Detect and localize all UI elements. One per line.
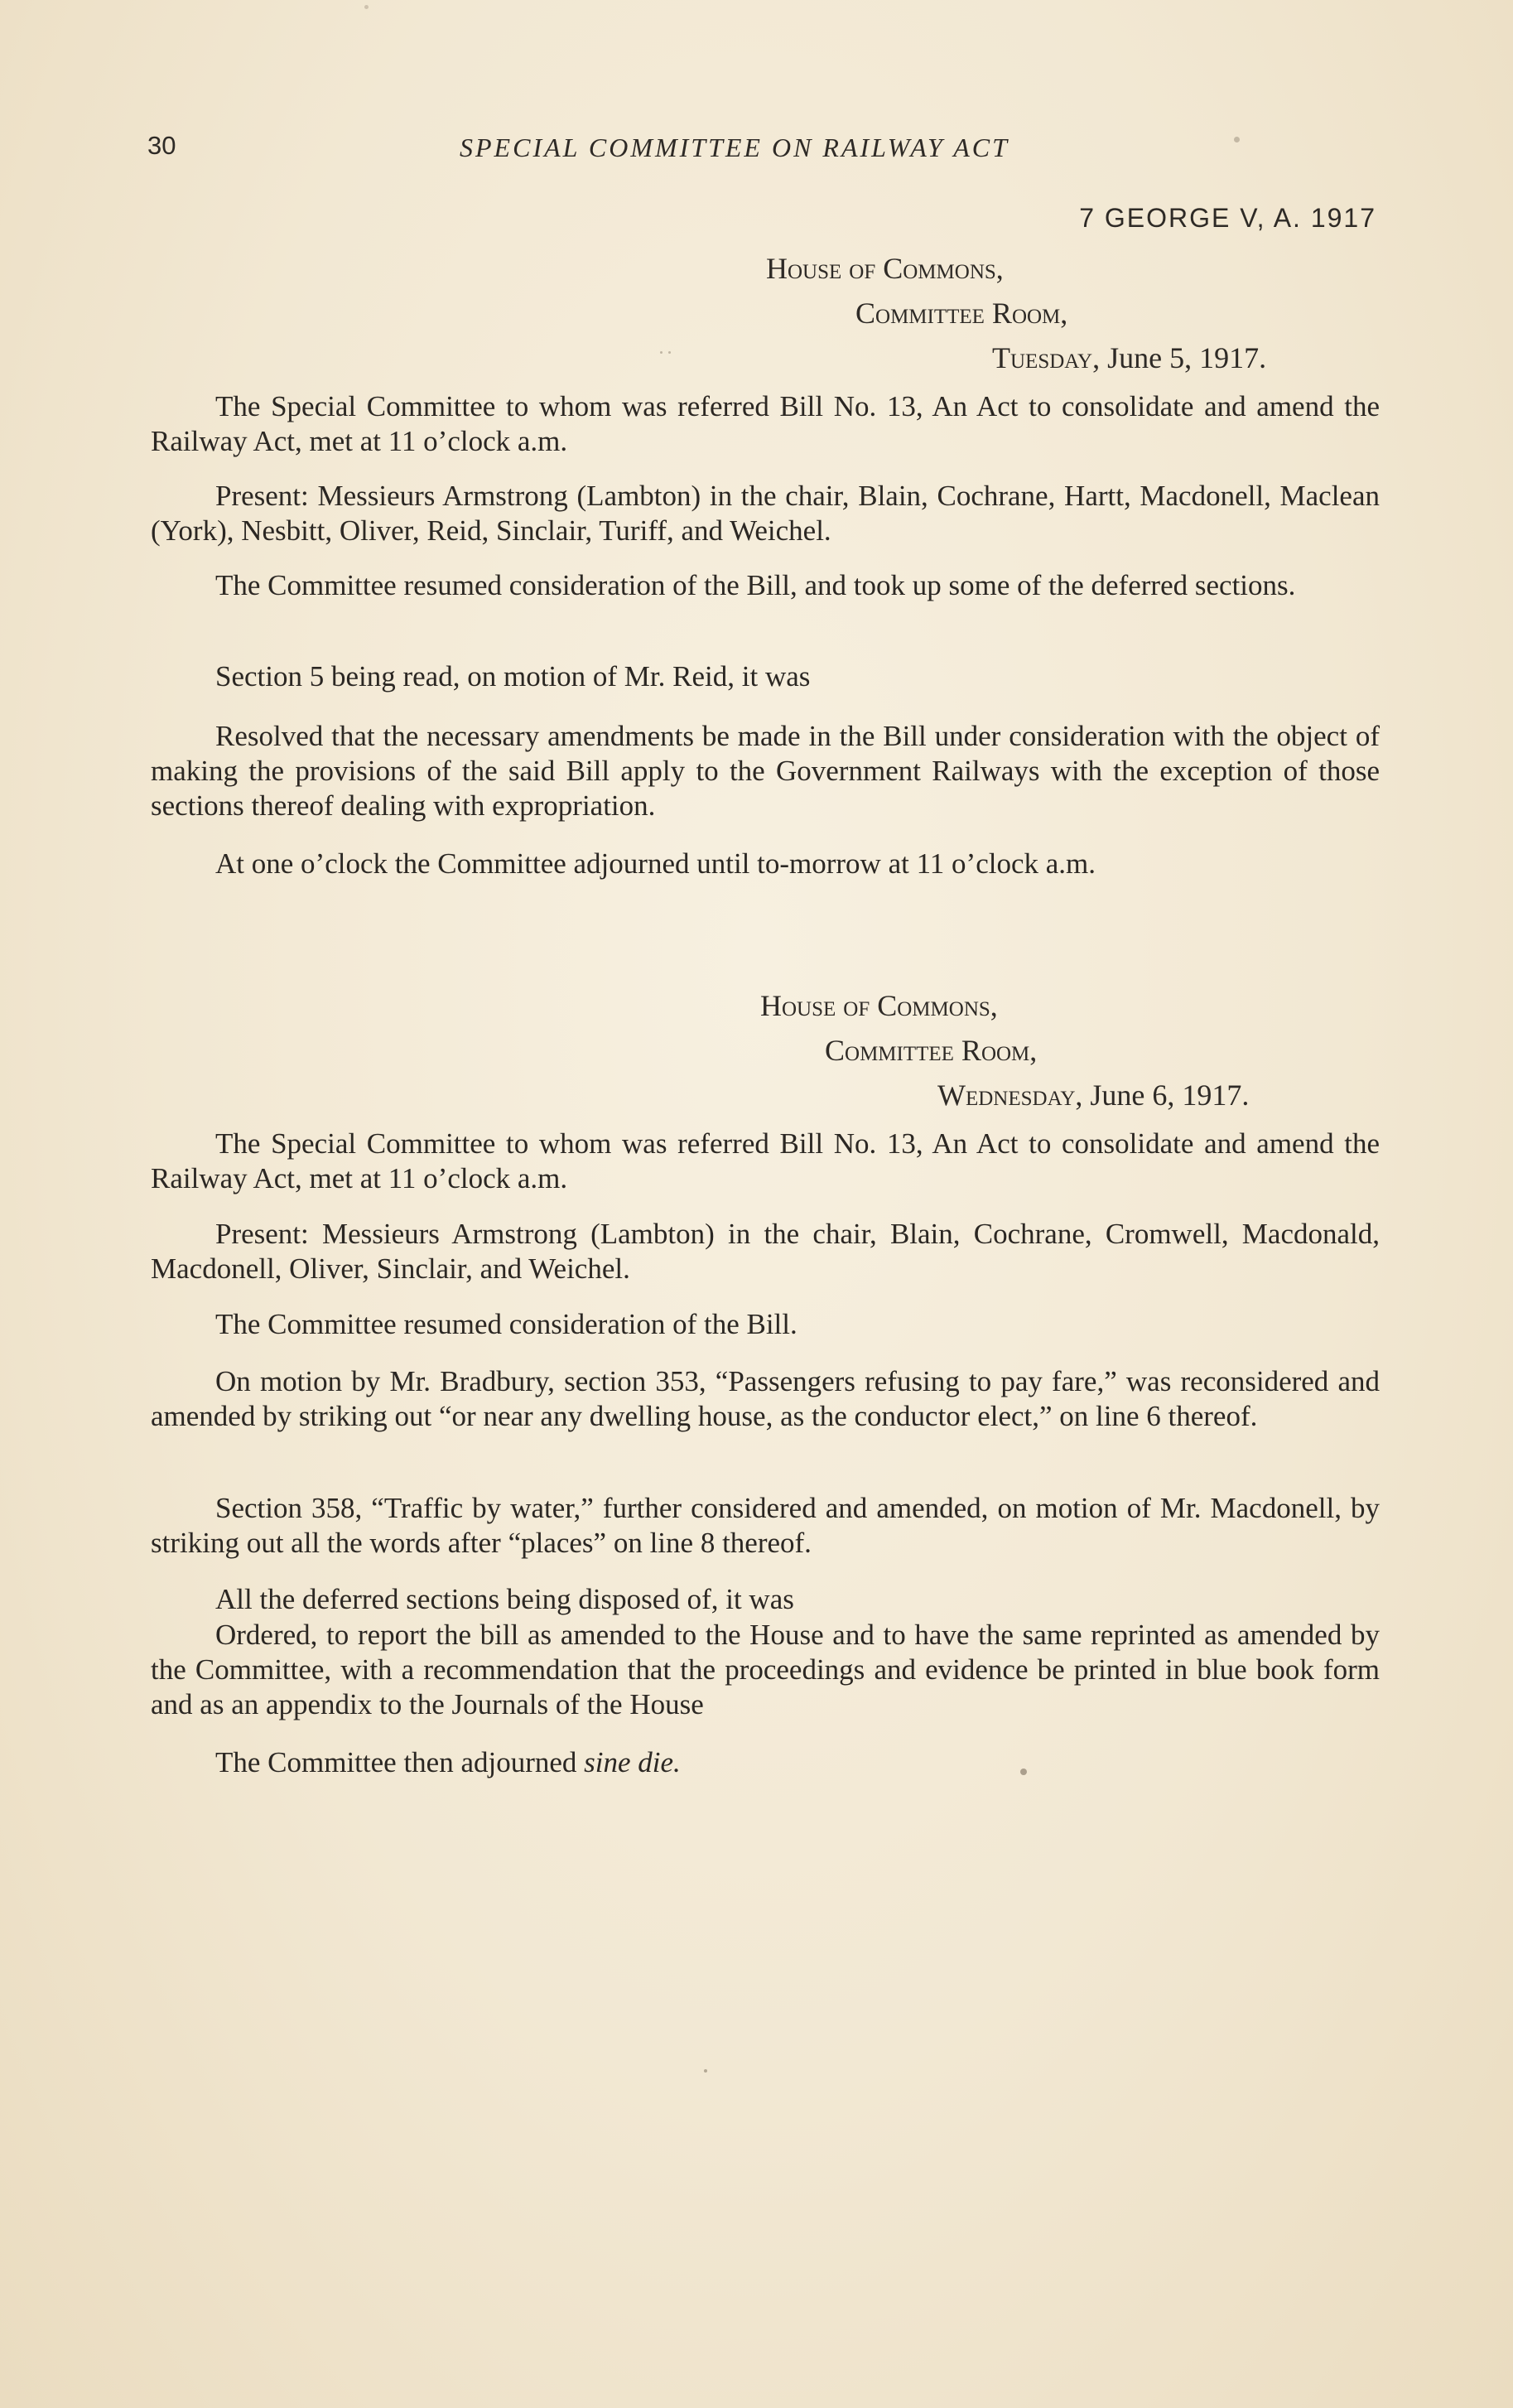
paper-speck xyxy=(1020,1769,1027,1775)
meeting1-house: House of Commons, xyxy=(766,252,1004,285)
meeting2-paragraph: All the deferred sections being disposed of, it was xyxy=(215,1583,794,1615)
meeting2-day: Wednesday, xyxy=(937,1079,1083,1112)
meeting2-paragraph: The Committee resumed consideration of the Bill. xyxy=(215,1308,797,1340)
page-number: 30 xyxy=(147,131,176,160)
paper-speck xyxy=(1234,137,1240,142)
meeting1-paragraph: The Committee resumed consideration of the Bill, and took up some of the deferred sections. xyxy=(215,569,1296,601)
closing-text: The Committee then adjourned xyxy=(215,1746,577,1778)
meeting2-room: Committee Room, xyxy=(825,1034,1038,1067)
meeting2-date: June 6, 1917. xyxy=(1090,1079,1250,1112)
meeting1-room: Committee Room, xyxy=(855,297,1068,330)
running-head: SPECIAL COMMITTEE ON RAILWAY ACT xyxy=(460,133,1009,162)
meeting1-paragraph: Resolved that the necessary amendments be made in the Bill under consideration with the object of making the provisions of the said Bill apply to the Government Railways with the exception of those sections thereof dealing with expropriation. xyxy=(151,720,1380,822)
meeting2-date-line xyxy=(937,1078,1249,1112)
meeting1-date-line xyxy=(992,340,1266,375)
meeting2-house: House of Commons, xyxy=(760,989,998,1022)
closing-italic: sine die. xyxy=(584,1746,681,1778)
meeting2-paragraph: The Special Committee to whom was referred Bill No. 13, An Act to consolidate and amend the Railway Act, met at 11 o’clock a.m. xyxy=(151,1127,1380,1194)
meeting2-paragraph: On motion by Mr. Bradbury, section 353, “Passengers refusing to pay fare,” was reconsidered and amended by striking out “or near any dwelling house, as the conductor elect,” on line 6 thereof. xyxy=(151,1365,1380,1432)
meeting1-paragraph: At one o’clock the Committee adjourned until to-morrow at 11 o’clock a.m. xyxy=(215,847,1096,880)
meeting2-paragraph: Present: Messieurs Armstrong (Lambton) in the chair, Blain, Cochrane, Cromwell, Macdonald, Macdonell, Oliver, Sinclair, and Weichel. xyxy=(151,1218,1380,1285)
closing-line xyxy=(215,1746,681,1779)
meeting1-paragraph: Present: Messieurs Armstrong (Lambton) in the chair, Blain, Cochrane, Hartt, Macdonell, Maclean (York), Nesbitt, Oliver, Reid, Sinclair, Turiff, and Weichel. xyxy=(151,480,1380,547)
paper-speck xyxy=(660,351,663,354)
meeting1-day: Tuesday, xyxy=(992,341,1101,374)
paper-speck xyxy=(364,5,369,9)
meeting2-paragraph: Section 358, “Traffic by water,” further considered and amended, on motion of Mr. Macdonell, by striking out all the words after “places” on line 8 thereof. xyxy=(151,1492,1380,1559)
meeting1-date: June 5, 1917. xyxy=(1107,341,1267,374)
meeting1-paragraph: The Special Committee to whom was referred Bill No. 13, An Act to consolidate and amend the Railway Act, met at 11 o’clock a.m. xyxy=(151,390,1380,457)
meeting1-paragraph: Section 5 being read, on motion of Mr. Reid, it was xyxy=(215,660,811,692)
session-label: 7 GEORGE V, A. 1917 xyxy=(1079,203,1376,233)
paper-speck xyxy=(704,2069,707,2073)
meeting2-paragraph: Ordered, to report the bill as amended to the House and to have the same reprinted as amended by the Committee, with a recommendation that the proceedings and evidence be printed in blue book form and as an appendix to the Journals of the House xyxy=(151,1619,1380,1720)
paper-speck xyxy=(668,351,671,354)
